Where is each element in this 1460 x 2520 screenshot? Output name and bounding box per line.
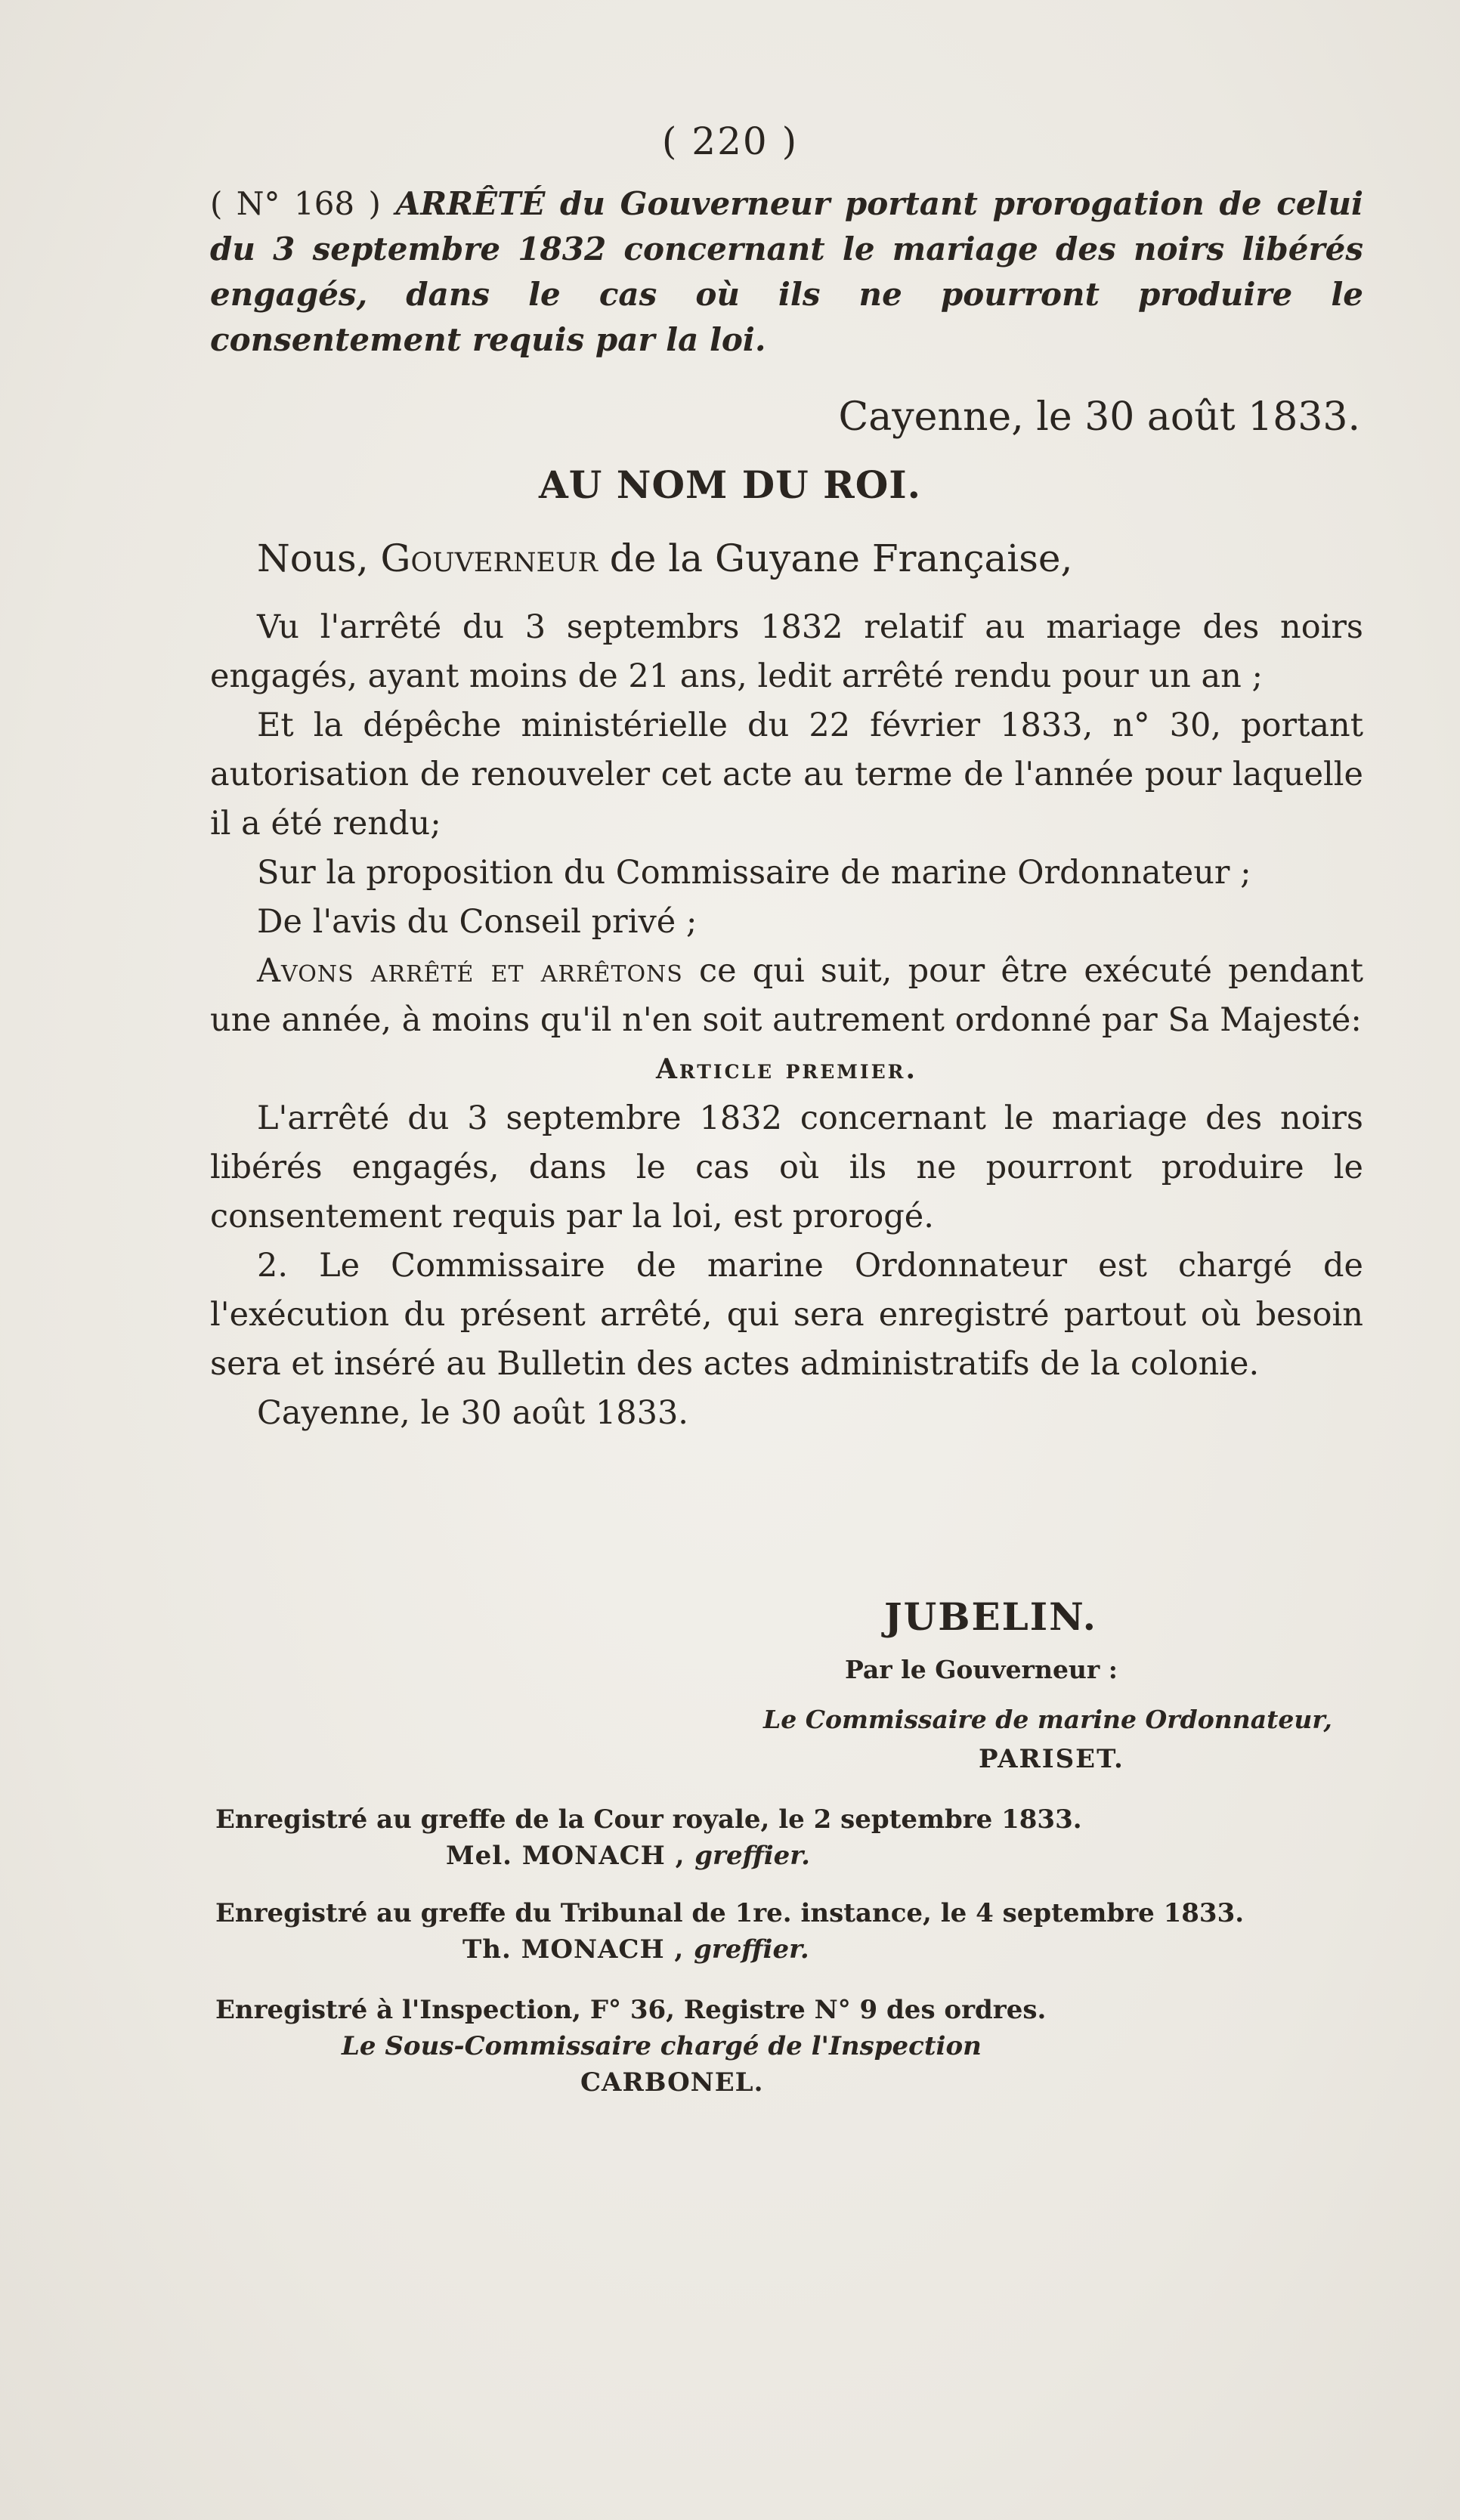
- par-le-gouverneur: Par le Gouverneur :: [845, 1655, 1118, 1684]
- registration-tribunal-role: greffier.: [694, 1934, 809, 1965]
- paragraph-depeche: Et la dépêche ministérielle du 22 février 1833, n° 30, portant autorisation de renouveler cet acte au terme de l'année pour laquelle il a été rendu;: [210, 707, 1363, 843]
- registration-cour-royale: Enregistré au greffe de la Cour royale, le 2 septembre 1833.: [215, 1804, 1082, 1835]
- article-2-paragraph: 2. Le Commissaire de marine Ordonnateur est chargé de l'exécution du présent arrêté, qui sera enregistré partout où besoin sera et inséré au Bulletin des actes administratifs de la colonie.: [210, 1247, 1363, 1383]
- signature-jubelin: JUBELIN.: [884, 1594, 1098, 1639]
- registration-inspection: Enregistré à l'Inspection, F° 36, Registre N° 9 des ordres.: [215, 1995, 1047, 2025]
- commissaire-title: Le Commissaire de marine Ordonnateur,: [763, 1705, 1332, 1734]
- article-title: Article premier.: [656, 1053, 917, 1085]
- paragraph-avis: De l'avis du Conseil privé ;: [257, 903, 698, 941]
- au-nom-du-roi: AU NOM DU ROI.: [538, 462, 922, 507]
- registration-cour-royale-signer: [446, 1841, 810, 1871]
- registration-inspection-role: Le Sous-Commissaire chargé de l'Inspection: [342, 2031, 982, 2061]
- registration-tribunal: Enregistré au greffe du Tribunal de 1re. instance, le 4 septembre 1833.: [215, 1898, 1245, 1928]
- nous-rest: de la Guyane Française,: [609, 536, 1073, 580]
- article-1-paragraph: L'arrêté du 3 septembre 1832 concernant le mariage des noirs libérés engagés, dans le cas où ils ne pourront produire le consentement requis par la loi, est prorogé.: [210, 1099, 1363, 1235]
- paragraph-vu: Vu l'arrêté du 3 septembrs 1832 relatif au mariage des noirs engagés, ayant moins de 21 ans, ledit arrêté rendu pour un an ;: [210, 608, 1363, 695]
- decree-title: ARRÊTÉ du Gouverneur portant prorogation de celui du 3 septembre 1832 concernant le mariage des noirs libérés engagés, dans le cas où ils ne pourront produire le consentement requis par la loi.: [210, 185, 1363, 358]
- place-date-top: Cayenne, le 30 août 1833.: [838, 394, 1360, 440]
- nous-prefix: Nous,: [257, 536, 369, 580]
- registration-cour-royale-role: greffier.: [694, 1841, 810, 1871]
- decree-body: [210, 603, 1363, 1438]
- paragraph-proposition: Sur la proposition du Commissaire de marine Ordonnateur ;: [257, 854, 1251, 892]
- registration-tribunal-name: Th. MONACH ,: [462, 1934, 685, 1965]
- registration-cour-royale-name: Mel. MONACH ,: [446, 1841, 685, 1871]
- decree-number: ( N° 168 ): [210, 185, 381, 222]
- avons-arrete-words: Avons arrêté et arrêtons: [257, 952, 683, 990]
- place-date-bottom: Cayenne, le 30 août 1833.: [257, 1394, 688, 1432]
- paragraph-avons-arrete: [210, 947, 1363, 1045]
- registration-tribunal-signer: [462, 1934, 809, 1965]
- avons-arrete-rest: ce qui suit, pour être exécuté pendant une année, à moins qu'il n'en soit autrement ordonné par Sa Majesté:: [210, 952, 1363, 1039]
- registration-inspection-name: CARBONEL.: [580, 2067, 764, 2098]
- commissaire-name: PARISET.: [979, 1744, 1124, 1774]
- page-number: ( 220 ): [661, 119, 799, 163]
- decree-heading: [210, 181, 1363, 363]
- nous-gouverneur-line: [257, 536, 1072, 580]
- nous-title: Gouverneur: [380, 536, 598, 580]
